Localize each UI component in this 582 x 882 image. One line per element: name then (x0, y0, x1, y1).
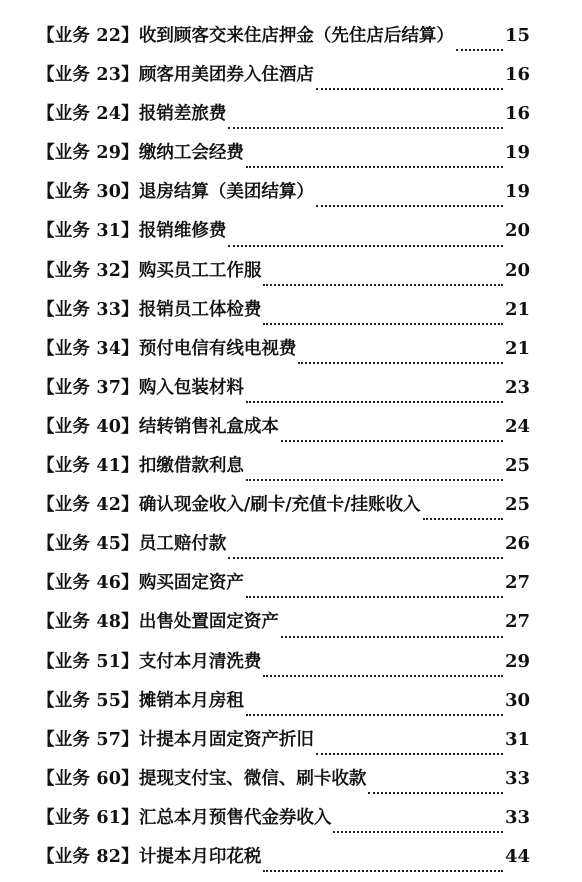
toc-entry-label: 【业务 82】 (37, 846, 139, 867)
toc-entry-page: 23 (504, 376, 530, 398)
toc-entry[interactable] (37, 491, 530, 530)
toc-entry-label: 【业务 23】 (37, 65, 139, 86)
toc-entry[interactable] (37, 139, 530, 178)
toc-entry[interactable] (37, 608, 530, 647)
toc-entry[interactable] (37, 452, 530, 491)
toc-entry-label: 【业务 22】 (37, 26, 139, 46)
toc-entry-page: 30 (504, 689, 530, 711)
toc-entry-label: 【业务 60】 (37, 768, 139, 789)
toc-entry-label: 【业务 37】 (37, 377, 139, 398)
toc-entry-label: 【业务 46】 (37, 573, 139, 594)
toc-entry[interactable] (37, 257, 530, 296)
toc-entry-page: 26 (504, 533, 530, 555)
toc-entry-page: 25 (504, 494, 530, 516)
toc-entry[interactable] (37, 22, 530, 61)
dot-leader (263, 869, 503, 872)
toc-entry-label: 【业务 31】 (37, 221, 139, 242)
toc-entry-label: 【业务 34】 (37, 338, 139, 359)
dot-leader (316, 204, 503, 207)
toc-entry-label: 【业务 48】 (37, 612, 139, 633)
toc-entry-label: 【业务 24】 (37, 104, 139, 125)
toc-entry-label: 【业务 57】 (37, 729, 139, 750)
toc-entry-page: 29 (504, 650, 530, 672)
toc-entry-page: 19 (504, 142, 530, 164)
dot-leader (246, 165, 503, 168)
toc-entry[interactable] (37, 178, 530, 217)
toc-entry-title: 结转销售礼盒成本 (138, 416, 279, 437)
toc-entry-title: 计提本月印花税 (138, 846, 262, 867)
toc-entry-page: 44 (504, 845, 530, 867)
toc-entry-page: 20 (504, 220, 530, 242)
dot-leader (333, 830, 503, 833)
toc-entry-page: 20 (504, 259, 530, 281)
dot-leader (246, 595, 503, 598)
toc-entry-label: 【业务 30】 (37, 182, 139, 203)
toc-entry-title: 员工赔付款 (138, 534, 227, 555)
toc-entry-title: 汇总本月预售代金券收入 (138, 807, 332, 828)
toc-entry-title: 购买员工工作服 (138, 260, 262, 281)
toc-entry[interactable] (37, 335, 530, 374)
toc-entry-label: 【业务 33】 (37, 299, 139, 320)
toc-entry-title: 缴纳工会经费 (138, 143, 244, 164)
toc-entry-page: 31 (504, 728, 530, 750)
dot-leader (423, 517, 503, 520)
toc-entry-title: 退房结算（美团结算） (138, 182, 314, 203)
table-of-contents (37, 22, 530, 882)
toc-entry-title: 预付电信有线电视费 (138, 338, 297, 359)
toc-entry-title: 报销维修费 (138, 221, 227, 242)
toc-entry-title: 购买固定资产 (138, 573, 244, 594)
toc-entry-title: 支付本月清洗费 (138, 651, 262, 672)
dot-leader (316, 87, 503, 90)
toc-entry-label: 【业务 51】 (37, 651, 139, 672)
toc-entry-page: 16 (504, 64, 530, 86)
dot-leader (281, 635, 503, 638)
toc-entry[interactable] (37, 374, 530, 413)
toc-entry-label: 【业务 55】 (37, 690, 139, 711)
toc-entry-page: 27 (504, 572, 530, 594)
toc-entry[interactable] (37, 569, 530, 608)
toc-entry-page: 27 (504, 611, 530, 633)
toc-entry-title: 购入包装材料 (138, 377, 244, 398)
toc-entry-title: 收到顾客交来住店押金（先住店后结算） (138, 26, 454, 46)
toc-entry[interactable] (37, 217, 530, 256)
dot-leader (298, 361, 503, 364)
toc-entry-label: 【业务 61】 (37, 807, 139, 828)
dot-leader (246, 478, 503, 481)
toc-entry[interactable] (37, 726, 530, 765)
toc-entry-title: 报销差旅费 (138, 104, 227, 125)
dot-leader (263, 283, 503, 286)
toc-entry-title: 报销员工体检费 (138, 299, 262, 320)
dot-leader (228, 556, 503, 559)
toc-entry-title: 摊销本月房租 (138, 690, 244, 711)
dot-leader (228, 244, 503, 247)
toc-entry[interactable] (37, 687, 530, 726)
toc-entry[interactable] (37, 61, 530, 100)
toc-entry-label: 【业务 29】 (37, 143, 139, 164)
toc-entry[interactable] (37, 765, 530, 804)
toc-entry-title: 确认现金收入/刷卡/充值卡/挂账收入 (138, 495, 421, 516)
dot-leader (228, 126, 503, 129)
toc-entry[interactable] (37, 648, 530, 687)
toc-entry-label: 【业务 41】 (37, 456, 139, 477)
dot-leader (456, 48, 503, 51)
toc-entry[interactable] (37, 843, 530, 882)
toc-entry-page: 15 (504, 25, 530, 46)
toc-entry-page: 19 (504, 181, 530, 203)
toc-entry[interactable] (37, 530, 530, 569)
toc-entry[interactable] (37, 100, 530, 139)
toc-entry[interactable] (37, 296, 530, 335)
dot-leader (246, 400, 503, 403)
dot-leader (263, 674, 503, 677)
toc-entry-title: 计提本月固定资产折旧 (138, 729, 314, 750)
toc-entry-title: 扣缴借款利息 (138, 456, 244, 477)
toc-entry[interactable] (37, 413, 530, 452)
toc-entry-title: 提现支付宝、微信、刷卡收款 (138, 768, 367, 789)
toc-entry-label: 【业务 32】 (37, 260, 139, 281)
toc-entry-page: 24 (504, 415, 530, 437)
toc-entry-page: 21 (504, 298, 530, 320)
toc-entry-label: 【业务 40】 (37, 416, 139, 437)
dot-leader (316, 752, 503, 755)
toc-entry[interactable] (37, 804, 530, 843)
toc-entry-page: 21 (504, 337, 530, 359)
toc-entry-title: 顾客用美团券入住酒店 (138, 65, 314, 86)
toc-entry-label: 【业务 45】 (37, 534, 139, 555)
toc-entry-page: 16 (504, 103, 530, 125)
toc-entry-label: 【业务 42】 (37, 495, 139, 516)
dot-leader (263, 322, 503, 325)
toc-entry-page: 33 (504, 806, 530, 828)
toc-entry-page: 33 (504, 767, 530, 789)
toc-entry-title: 出售处置固定资产 (138, 612, 279, 633)
dot-leader (246, 713, 503, 716)
dot-leader (368, 791, 503, 794)
dot-leader (281, 439, 503, 442)
toc-entry-page: 25 (504, 455, 530, 477)
